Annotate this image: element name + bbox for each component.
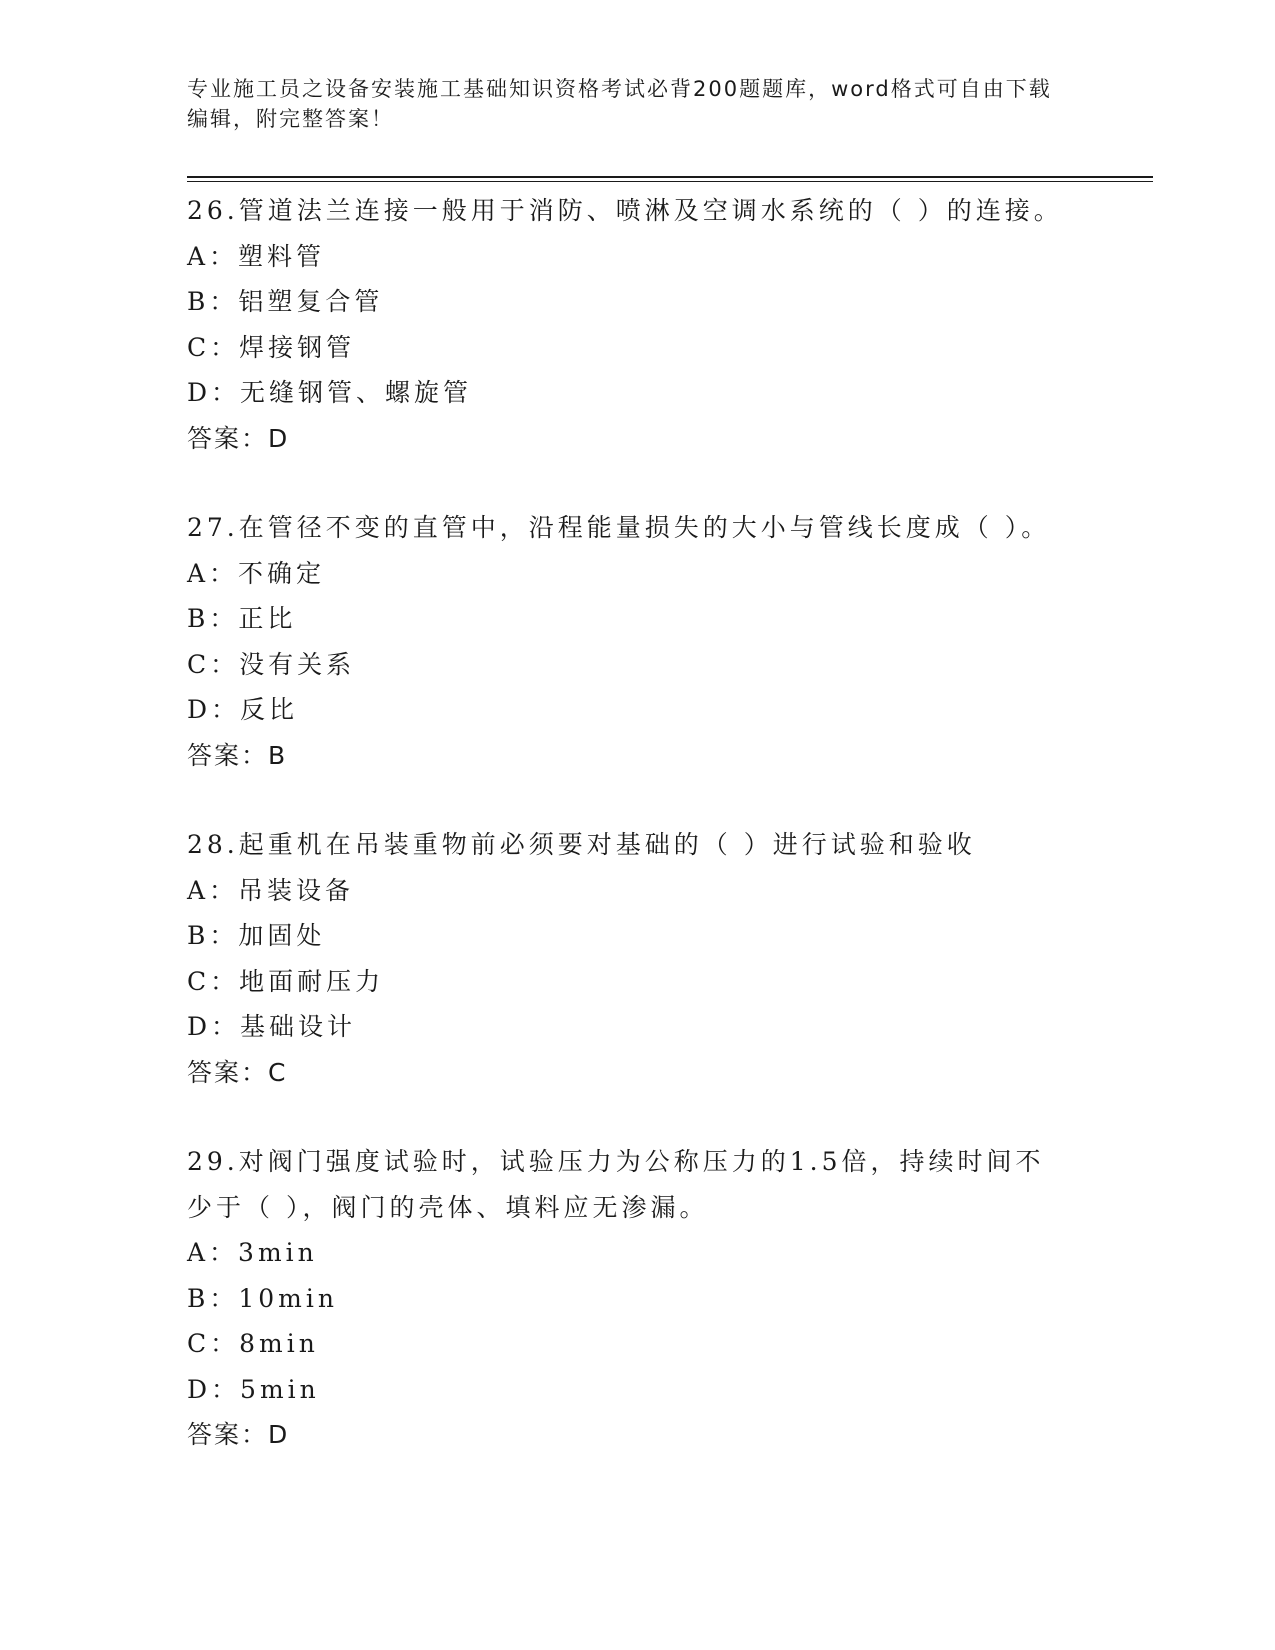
question-stem: 26.管道法兰连接一般用于消防、喷淋及空调水系统的（ ）的连接。 (187, 196, 1063, 225)
option-d: D：基础设计 (187, 1012, 357, 1041)
question-28 (187, 822, 1087, 1095)
question-27 (187, 505, 1087, 778)
option-c: C：地面耐压力 (187, 966, 385, 996)
option-c: C：8min (187, 1329, 319, 1358)
answer-line: 答案：C (187, 1057, 288, 1087)
option-d: D：无缝钢管、螺旋管 (187, 378, 473, 407)
option-a: A：不确定 (187, 558, 326, 588)
question-26 (187, 188, 1087, 461)
header-divider-thick (187, 176, 1153, 178)
option-d: D：反比 (187, 695, 299, 724)
option-d: D：5min (187, 1374, 320, 1404)
option-b: B：10min (187, 1283, 338, 1313)
option-a: A：吊装设备 (187, 875, 355, 905)
option-c: C：焊接钢管 (187, 332, 356, 362)
question-29 (187, 1139, 1087, 1458)
header-divider-thin (187, 181, 1153, 182)
question-stem: 29.对阀门强度试验时，试验压力为公称压力的1.5倍，持续时间不少于（ ），阀门的壳体、填料应无渗漏。 (187, 1147, 1045, 1222)
option-b: B：加固处 (187, 921, 326, 950)
option-c: C：没有关系 (187, 649, 356, 679)
option-a: A：3min (187, 1238, 318, 1267)
question-stem: 27.在管径不变的直管中，沿程能量损失的大小与管线长度成（ ）。 (187, 513, 1051, 542)
option-b: B：正比 (187, 604, 297, 633)
option-b: B：铝塑复合管 (187, 287, 384, 316)
document-header: 专业施工员之设备安装施工基础知识资格考试必背200题题库，word格式可自由下载编辑，附完整答案！ (187, 77, 1052, 131)
option-a: A：塑料管 (187, 241, 326, 271)
answer-line: 答案：D (187, 1420, 290, 1449)
question-stem: 28.起重机在吊装重物前必须要对基础的（ ）进行试验和验收 (187, 830, 976, 859)
answer-line: 答案：D (187, 423, 290, 453)
answer-line: 答案：B (187, 740, 288, 770)
question-list (187, 188, 1087, 1502)
